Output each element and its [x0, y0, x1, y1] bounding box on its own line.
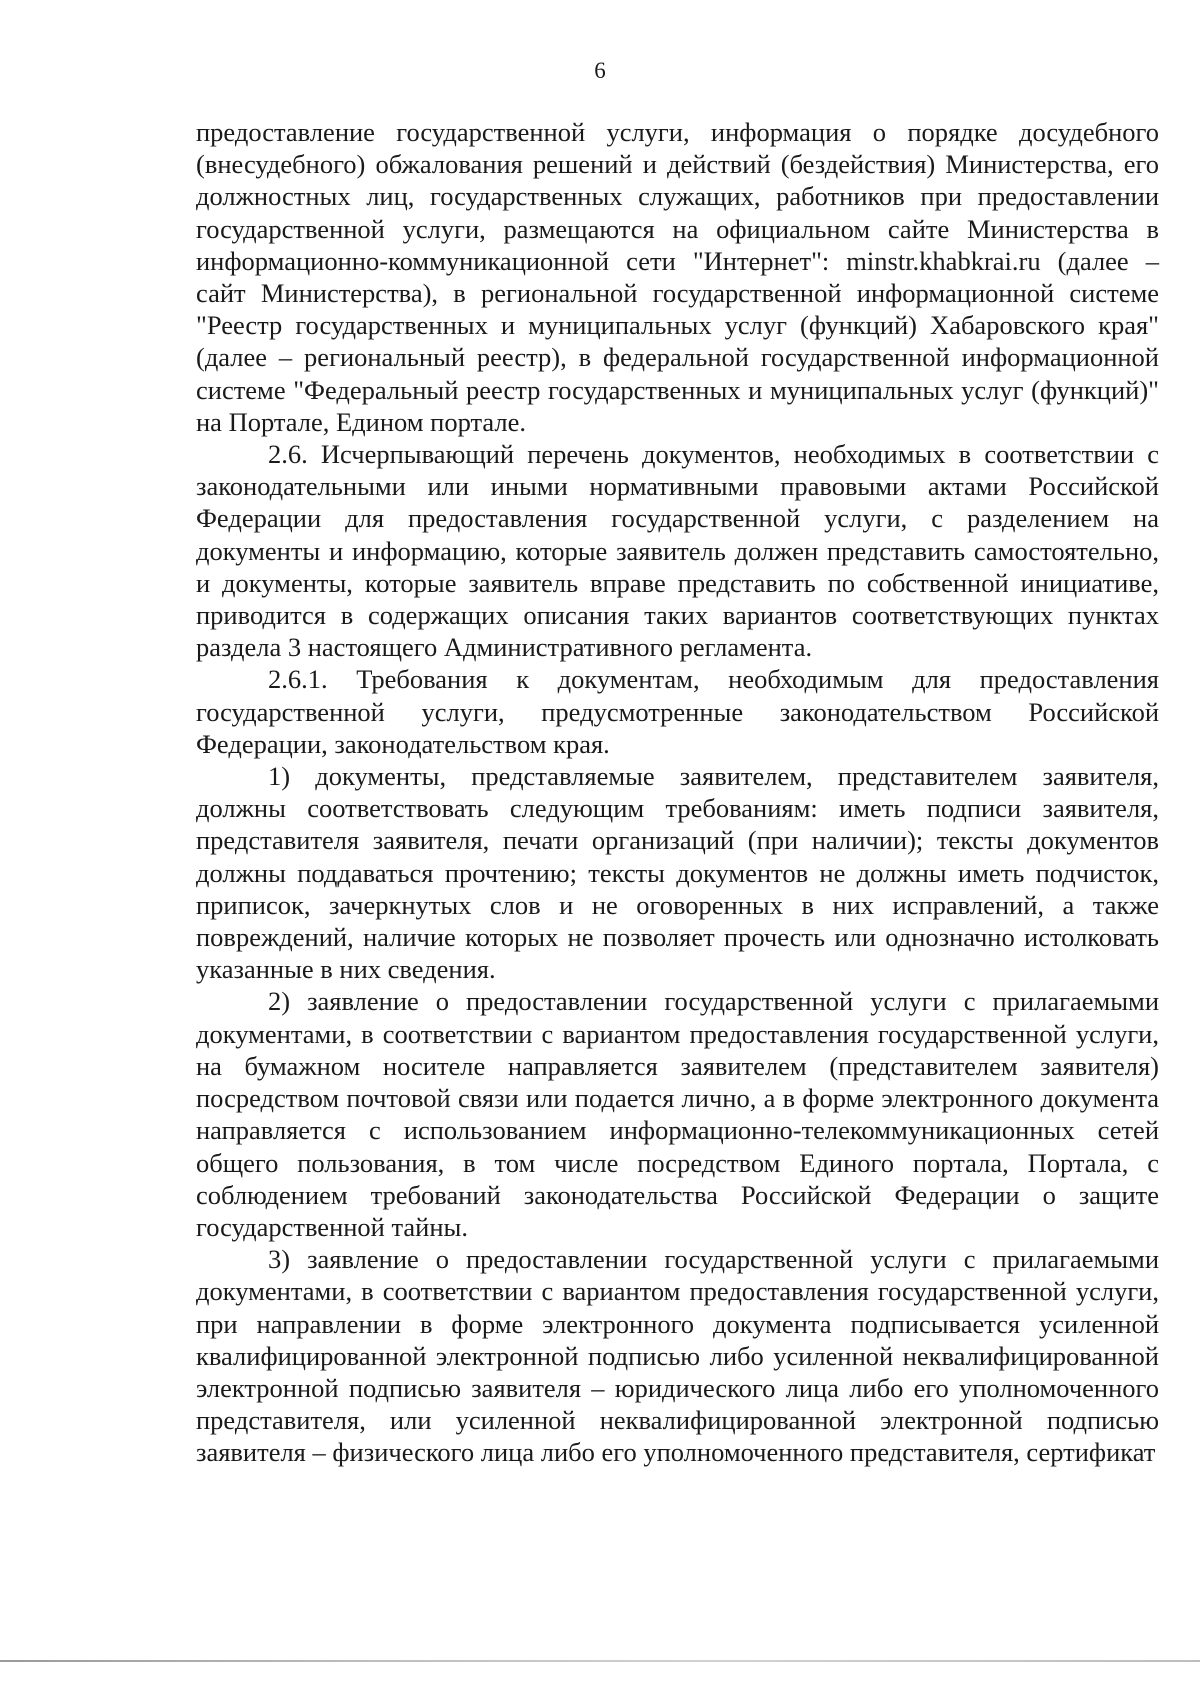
page-number: 6 [594, 58, 606, 83]
paragraph-2-6-1: 2.6.1. Требования к документам, необходимым для предоставления государственной услуги, предусмотренные законодательством Российской Федерации, законодательством края. [196, 664, 1159, 759]
document-body [196, 116, 1159, 1469]
paragraph-1: предоставление государственной услуги, информация о порядке досудебного (внесудебного) обжалования решений и действий (бездействия) Министерства, его должностных лиц, государственных служащих, работников при предоставлении государственной услуги, размещаются на официальном сайте Министерства в информационно-коммуникационной сети "Интернет": minstr.khabkrai.ru (далее – сайт Министерства), в региональной государственной информационной системе "Реестр государственных и муниципальных услуг (функций) Хабаровского края" (далее – региональный реестр), в федеральной государственной информационной системе "Федеральный реестр государственных и муниципальных услуг (функций)" на Портале, Едином портале. [196, 117, 1159, 437]
paragraph-2-6: 2.6. Исчерпывающий перечень документов, необходимых в соответствии с законодательными или иными нормативными правовыми актами Российской Федерации для предоставления государственной услуги, с разделением на документы и информацию, которые заявитель должен представить самостоятельно, и документы, которые заявитель вправе представить по собственной инициативе, приводится в содержащих описания таких вариантов соответствующих пунктах раздела 3 настоящего Административного регламента. [196, 439, 1159, 663]
paragraph-item-2: 2) заявление о предоставлении государственной услуги с прилагаемыми документами, в соответствии с вариантом предоставления государственной услуги, на бумажном носителе направляется заявителем (представителем заявителя) посредством почтовой связи или подается лично, а в форме электронного документа направляется с использованием информационно-телекоммуникационных сетей общего пользования, в том числе посредством Единого портала, Портала, с соблюдением требований законодательства Российской Федерации о защите государственной тайны. [196, 986, 1159, 1242]
bottom-scan-rule [0, 1660, 1200, 1662]
paragraph-item-3: 3) заявление о предоставлении государственной услуги с прилагаемыми документами, в соответствии с вариантом предоставления государственной услуги, при направлении в форме электронного документа подписывается усиленной квалифицированной электронной подписью либо усиленной неквалифицированной электронной подписью заявителя – юридического лица либо его уполномоченного представителя, или усиленной неквалифицированной электронной подписью заявителя – физического лица либо его уполномоченного представителя, сертификат [196, 1244, 1159, 1468]
paragraph-item-1: 1) документы, представляемые заявителем, представителем заявителя, должны соответствовать следующим требованиям: иметь подписи заявителя, представителя заявителя, печати организаций (при наличии); тексты документов должны поддаваться прочтению; тексты документов не должны иметь подчисток, приписок, зачеркнутых слов и не оговоренных в них исправлений, а также повреждений, наличие которых не позволяет прочесть или однозначно истолковать указанные в них сведения. [196, 761, 1159, 985]
